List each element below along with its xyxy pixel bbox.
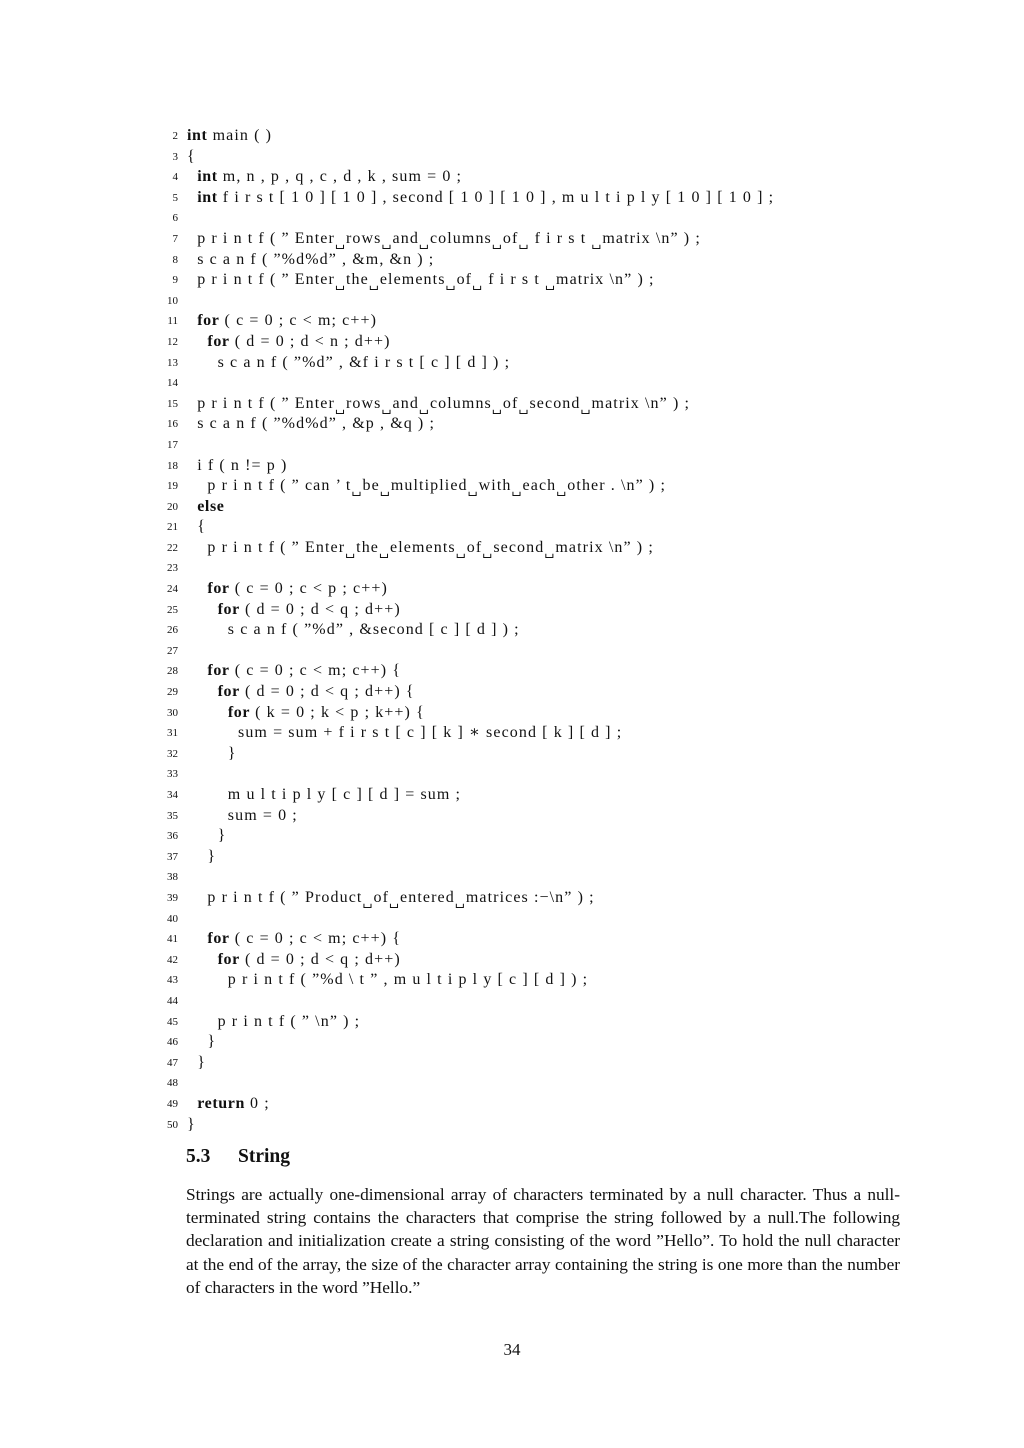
code-text: s c a n f ( ”%d” , &second [ c ] [ d ] ) ;: [187, 621, 520, 639]
line-number: 40: [167, 912, 178, 925]
line-number: 22: [167, 541, 178, 554]
code-line: [160, 456, 920, 477]
line-number: 49: [167, 1097, 178, 1110]
code-text: s c a n f ( ”%d%d” , &m, &n ) ;: [187, 250, 435, 268]
code-line: [160, 1073, 920, 1094]
code-text: }: [187, 1115, 196, 1133]
section-title: String: [238, 1146, 291, 1167]
line-number: 25: [167, 603, 178, 616]
code-text: for ( c = 0 ; c < m; c++) {: [207, 662, 402, 680]
line-number: 46: [167, 1036, 178, 1049]
line-number: 23: [167, 562, 178, 575]
code-text: p r i n t f ( ” Enter␣rows␣and␣columns␣of␣ f i r s t ␣matrix \n” ) ;: [187, 229, 701, 249]
code-line: [160, 600, 920, 621]
line-number: 5: [172, 191, 178, 204]
code-line: [160, 538, 920, 559]
section-heading: [186, 1146, 290, 1168]
code-line: [160, 394, 920, 415]
line-number: 31: [167, 727, 178, 740]
code-line: [160, 1053, 920, 1074]
code-line: [160, 888, 920, 909]
line-number: 44: [167, 994, 178, 1007]
line-number: 4: [172, 171, 178, 184]
line-number: 8: [172, 253, 178, 266]
line-number: 30: [167, 706, 178, 719]
code-line: [160, 661, 920, 682]
code-line: [160, 167, 920, 188]
code-line: [160, 1094, 920, 1115]
line-number: 43: [167, 974, 178, 987]
code-text: p r i n t f ( ” \n” ) ;: [187, 1012, 361, 1030]
line-number: 26: [167, 624, 178, 637]
line-number: 50: [167, 1118, 178, 1131]
code-line: [160, 414, 920, 435]
code-text: for ( d = 0 ; d < n ; d++): [207, 332, 391, 350]
code-line: [160, 764, 920, 785]
line-number: 20: [167, 500, 178, 513]
code-line: [160, 291, 920, 312]
code-text: s c a n f ( ”%d%d” , &p , &q ) ;: [187, 415, 436, 433]
line-number: 32: [167, 747, 178, 760]
code-text: m u l t i p l y [ c ] [ d ] = sum ;: [187, 786, 462, 803]
line-number: 41: [167, 933, 178, 946]
line-number: 11: [167, 315, 178, 328]
code-text: p r i n t f ( ” Enter␣the␣elements␣of␣ f i r s t ␣matrix \n” ) ;: [187, 271, 655, 291]
code-text: }: [187, 827, 227, 845]
line-number: 16: [167, 418, 178, 431]
code-line: [160, 126, 920, 147]
line-number: 35: [167, 809, 178, 822]
line-number: 17: [167, 438, 178, 451]
line-number: 28: [167, 665, 178, 678]
line-number: 47: [167, 1056, 178, 1069]
line-number: 29: [167, 686, 178, 699]
line-number: 19: [167, 480, 178, 493]
line-number: 34: [167, 789, 178, 801]
line-number: 21: [167, 521, 178, 534]
line-number: 39: [167, 891, 178, 904]
code-line: [160, 476, 920, 497]
code-text: for ( c = 0 ; c < m; c++) {: [207, 930, 402, 948]
code-line: [160, 1032, 920, 1053]
code-text: }: [187, 1053, 206, 1071]
line-number: 33: [167, 768, 178, 781]
line-number: 24: [167, 583, 178, 596]
code-line: [160, 188, 920, 209]
line-number: 3: [172, 150, 178, 163]
line-number: 37: [167, 850, 178, 863]
code-line: [160, 682, 920, 703]
code-text: int m, n , p , q , c , d , k , sum = 0 ;: [197, 168, 463, 186]
section-number: 5.3: [186, 1146, 211, 1167]
code-text: return 0 ;: [197, 1094, 270, 1112]
line-number: 27: [167, 644, 178, 657]
code-text: i f ( n != p ): [187, 456, 288, 474]
line-number: 13: [167, 356, 178, 369]
code-text: }: [187, 847, 217, 865]
code-line: [160, 785, 920, 806]
code-text: {: [187, 147, 196, 165]
code-text: for ( c = 0 ; c < m; c++): [197, 312, 378, 330]
code-text: p r i n t f ( ” Enter␣the␣elements␣of␣second␣matrix \n” ) ;: [187, 538, 654, 558]
line-number: 7: [172, 232, 178, 245]
code-line: [160, 950, 920, 971]
code-line: [160, 250, 920, 271]
code-line: [160, 909, 920, 930]
line-number: 2: [172, 130, 178, 142]
code-text: int f i r s t [ 1 0 ] [ 1 0 ] , second [ 1 0 ] [ 1 0 ] , m u l t i p l y [ 1 0 ] [ 1 0 ] ;: [197, 188, 775, 206]
code-line: [160, 723, 920, 744]
line-number: 42: [167, 953, 178, 966]
code-line: [160, 147, 920, 168]
code-text: }: [187, 1033, 217, 1051]
code-line: [160, 703, 920, 724]
code-line: [160, 867, 920, 888]
line-number: 12: [167, 335, 178, 348]
line-number: 15: [167, 397, 178, 410]
code-line: [160, 970, 920, 991]
code-line: [160, 929, 920, 950]
code-line: [160, 620, 920, 641]
code-text: p r i n t f ( ” Product␣of␣entered␣matrices :−\n” ) ;: [187, 888, 595, 908]
code-line: [160, 641, 920, 662]
code-line: [160, 311, 920, 332]
code-line: [160, 373, 920, 394]
line-number: 9: [172, 274, 178, 287]
code-line: [160, 517, 920, 538]
line-number: 14: [167, 377, 178, 390]
code-text: else: [197, 497, 225, 515]
code-line: [160, 991, 920, 1012]
page-number: 34: [503, 1340, 521, 1359]
line-number: 38: [167, 871, 178, 884]
code-line: [160, 270, 920, 291]
code-text: int main ( ): [187, 127, 273, 144]
code-line: [160, 558, 920, 579]
line-number: 6: [172, 212, 178, 225]
code-line: [160, 229, 920, 250]
code-text: sum = sum + f i r s t [ c ] [ k ] ∗ second [ k ] [ d ] ;: [187, 724, 623, 742]
code-line: [160, 208, 920, 229]
code-text: for ( d = 0 ; d < q ; d++): [217, 600, 401, 618]
code-text: {: [187, 518, 206, 536]
code-text: for ( k = 0 ; k < p ; k++) {: [227, 703, 425, 721]
line-number: 18: [167, 459, 178, 472]
code-line: [160, 744, 920, 765]
code-text: s c a n f ( ”%d” , &f i r s t [ c ] [ d ] ) ;: [187, 353, 511, 371]
code-line: [160, 806, 920, 827]
code-line: [160, 497, 920, 518]
code-text: sum = 0 ;: [187, 806, 298, 824]
code-line: [160, 847, 920, 868]
code-line: [160, 332, 920, 353]
code-text: for ( c = 0 ; c < p ; c++): [207, 580, 388, 598]
code-text: }: [187, 744, 237, 762]
code-line: [160, 579, 920, 600]
body-paragraph: Strings are actually one-dimensional array of characters terminated by a null character. Thus a null-terminated string contains the characters that comprise the string followed by a null.The following declaration and initialization create a string consisting of the word ”Hello”. To hold the null character at the end of the array, the size of the character array containing the string is one more than the number of characters in the word ”Hello.”: [186, 1185, 900, 1297]
code-text: p r i n t f ( ”%d \ t ” , m u l t i p l y [ c ] [ d ] ) ;: [187, 971, 589, 989]
code-text: for ( d = 0 ; d < q ; d++): [217, 950, 401, 968]
code-line: [160, 353, 920, 374]
code-line: [160, 1012, 920, 1033]
line-number: 10: [167, 294, 178, 307]
code-text: p r i n t f ( ” can ’ t␣be␣multiplied␣with␣each␣other . \n” ) ;: [187, 477, 666, 497]
code-text: p r i n t f ( ” Enter␣rows␣and␣columns␣of␣second␣matrix \n” ) ;: [187, 394, 691, 414]
code-listing: [160, 126, 920, 1135]
code-text: for ( d = 0 ; d < q ; d++) {: [217, 683, 415, 701]
code-line: [160, 435, 920, 456]
code-line: [160, 1115, 920, 1136]
line-number: 45: [167, 1015, 178, 1028]
line-number: 36: [167, 830, 178, 843]
line-number: 48: [167, 1077, 178, 1090]
code-line: [160, 826, 920, 847]
